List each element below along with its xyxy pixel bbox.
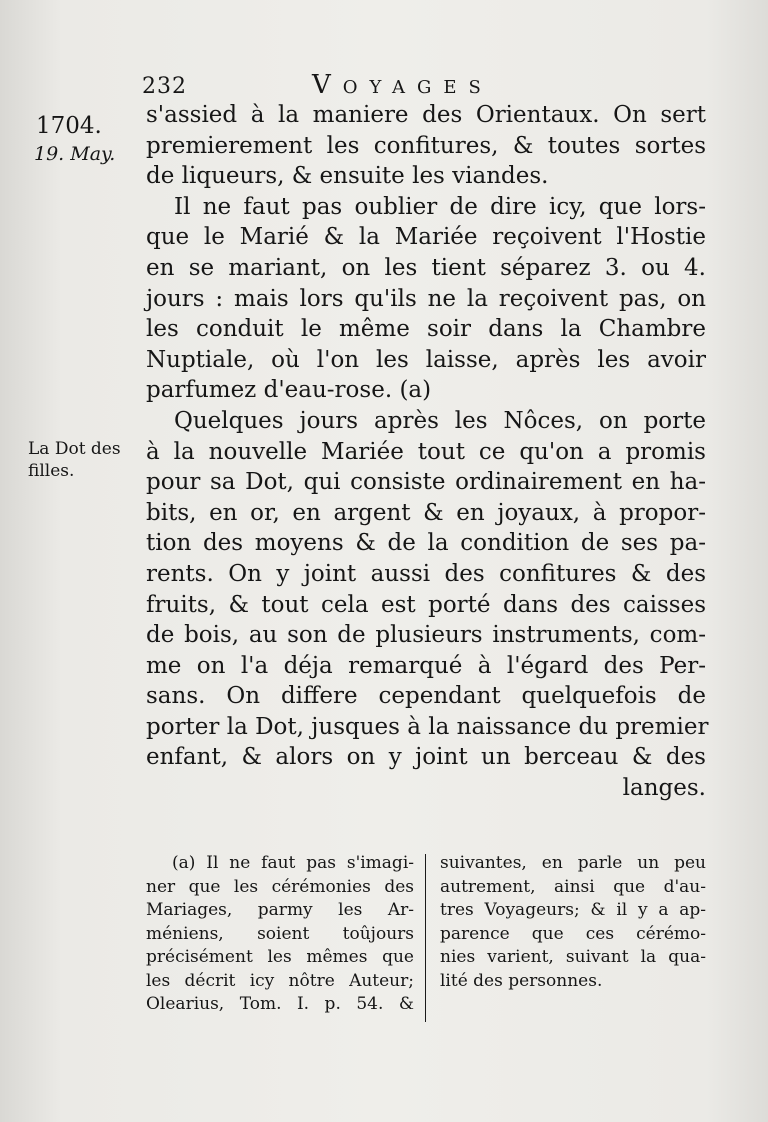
margin-date: 19. May. bbox=[34, 143, 116, 165]
footnote-line: précisément les mêmes que bbox=[146, 947, 414, 967]
text-line: bits, en or, en argent & en joyaux, à propor- bbox=[146, 499, 706, 526]
text-line: que le Marié & la Mariée reçoivent l'Hostie bbox=[146, 224, 706, 251]
footnote-line: les décrit icy nôtre Auteur; bbox=[146, 970, 414, 991]
text-line: enfant, & alors on y joint un berceau & des bbox=[146, 744, 706, 771]
text-line: de bois, au son de plusieurs instruments, com- bbox=[146, 622, 706, 649]
text-line: rents. On y joint aussi des confitures & des bbox=[146, 560, 706, 587]
text-line: à la nouvelle Mariée tout ce qu'on a promis bbox=[146, 438, 706, 465]
text-line: fruits, & tout cela est porté dans des caisses bbox=[146, 591, 706, 618]
text-line: jours : mais lors qu'ils ne la reçoivent pas, on bbox=[146, 285, 706, 312]
margin-note-dot: La Dot des filles. bbox=[28, 439, 121, 481]
footnote-line: nies varient, suivant la qua- bbox=[440, 947, 706, 967]
footnote-line: autrement, ainsi que d'au- bbox=[440, 876, 706, 897]
footnote-column-right bbox=[440, 852, 706, 993]
text-line: premierement les confitures, & toutes sortes bbox=[146, 132, 706, 159]
text-line: sans. On differe cependant quelquefois de bbox=[146, 683, 706, 710]
text-line: Nuptiale, où l'on les laisse, après les avoir bbox=[146, 346, 706, 373]
footnote-line: suivantes, en parle un peu bbox=[440, 853, 706, 873]
text-line: langes. bbox=[622, 775, 706, 802]
text-line: pour sa Dot, qui consiste ordinairement en ha- bbox=[146, 469, 706, 496]
main-text bbox=[146, 100, 709, 804]
footnote-line: méniens, soient toûjours bbox=[146, 923, 414, 944]
running-title: Voyages bbox=[312, 70, 493, 100]
footnote-line: Mariages, parmy les Ar- bbox=[146, 900, 414, 920]
text-line: en se mariant, on les tient séparez 3. ou 4. bbox=[146, 254, 706, 281]
footnote-line: ner que les cérémonies des bbox=[146, 876, 414, 897]
text-line: parfumez d'eau-rose. (a) bbox=[146, 377, 432, 404]
text-line: de liqueurs, & ensuite les viandes. bbox=[146, 163, 549, 190]
footnote-divider bbox=[425, 854, 426, 1022]
text-line: Il ne faut pas oublier de dire icy, que lors- bbox=[174, 193, 706, 220]
text-line: les conduit le même soir dans la Chambre bbox=[146, 316, 706, 343]
text-line: s'assied à la maniere des Orientaux. On sert bbox=[146, 102, 706, 128]
footnote-line: Olearius, Tom. I. p. 54. & bbox=[146, 994, 414, 1014]
text-line: Quelques jours après les Nôces, on porte bbox=[174, 407, 706, 434]
page-header bbox=[142, 70, 702, 104]
text-line: porter la Dot, jusques à la naissance du premier bbox=[146, 713, 709, 740]
text-line: me on l'a déja remarqué à l'égard des Per- bbox=[146, 652, 706, 679]
footnote-line: tres Voyageurs; & il y a ap- bbox=[440, 900, 706, 920]
footnote-line: lité des personnes. bbox=[440, 970, 603, 991]
footnote-line: parence que ces cérémo- bbox=[440, 923, 706, 944]
margin-year: 1704. bbox=[36, 113, 102, 139]
footnote-column-left bbox=[146, 852, 414, 1017]
page-number: 232 bbox=[142, 74, 187, 99]
text-line: tion des moyens & de la condition de ses pa- bbox=[146, 530, 706, 557]
footnote-line: (a) Il ne faut pas s'imagi- bbox=[172, 853, 414, 873]
